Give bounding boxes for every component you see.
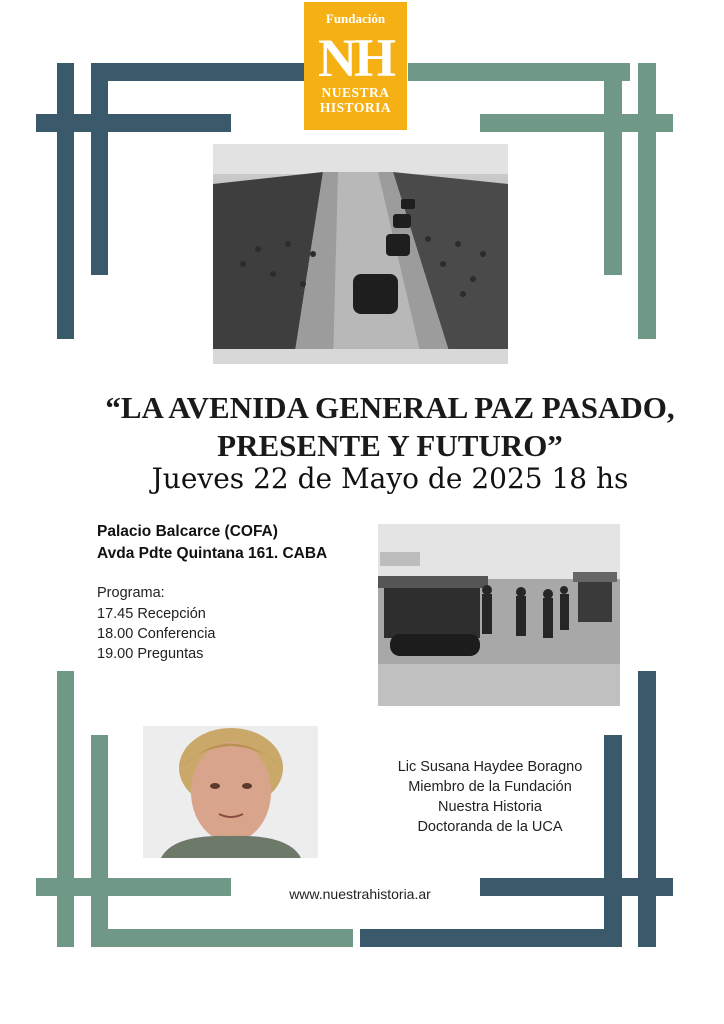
speaker-role: Doctoranda de la UCA <box>417 819 563 835</box>
logo-monogram: NH <box>318 28 393 88</box>
frame-top-left-horizontal-long <box>36 114 231 132</box>
speaker-role: Miembro de la Fundación <box>408 779 572 795</box>
frame-top-left-vertical-outer <box>57 63 74 339</box>
historic-avenue-photo <box>213 144 508 364</box>
frame-top-left-vertical-inner <box>91 63 108 275</box>
frame-top-right-vertical-outer <box>638 63 656 339</box>
foundation-logo <box>304 2 407 130</box>
frame-bottom-left-horizontal-short <box>91 929 353 947</box>
frame-top-right-vertical-inner <box>604 63 622 275</box>
venue-name: Palacio Balcarce (COFA) <box>97 523 278 540</box>
frame-bottom-left-vertical-outer <box>57 671 74 947</box>
program-item: 18.00 Conferencia <box>97 626 216 642</box>
frame-top-left-horizontal-short <box>91 63 304 81</box>
speaker-name: Lic Susana Haydee Boragno <box>397 759 583 775</box>
event-title <box>60 389 720 465</box>
program-item: 17.45 Recepción <box>97 606 206 622</box>
speaker-portrait <box>143 726 318 858</box>
historic-construction-image <box>378 524 620 706</box>
event-title-line1: “LA AVENIDA GENERAL PAZ PASADO, <box>105 390 675 425</box>
logo-bottom-line2: HISTORIA <box>319 100 392 115</box>
program-heading: Programa: <box>97 585 165 601</box>
historic-avenue-image <box>213 144 508 364</box>
frame-bottom-right-horizontal-short <box>360 929 622 947</box>
logo-bottom-line1: NUESTRA <box>321 85 390 100</box>
frame-bottom-right-vertical-outer <box>638 671 656 947</box>
program-item: 19.00 Preguntas <box>97 646 204 662</box>
venue-address: Avda Pdte Quintana 161. CABA <box>97 545 328 562</box>
website-link[interactable]: www.nuestrahistoria.ar <box>289 886 431 902</box>
frame-bottom-left-vertical-inner <box>91 735 108 947</box>
event-title-line2: PRESENTE Y FUTURO” <box>217 428 563 463</box>
historic-construction-photo <box>378 524 620 706</box>
logo-top-text: Fundación <box>325 11 386 26</box>
speaker-role: Nuestra Historia <box>438 799 542 815</box>
speaker-info <box>360 757 620 837</box>
event-date: Jueves 22 de Mayo de 2025 18 hs <box>151 462 629 495</box>
frame-top-right-horizontal-short <box>408 63 630 81</box>
speaker-portrait-image <box>143 726 318 858</box>
